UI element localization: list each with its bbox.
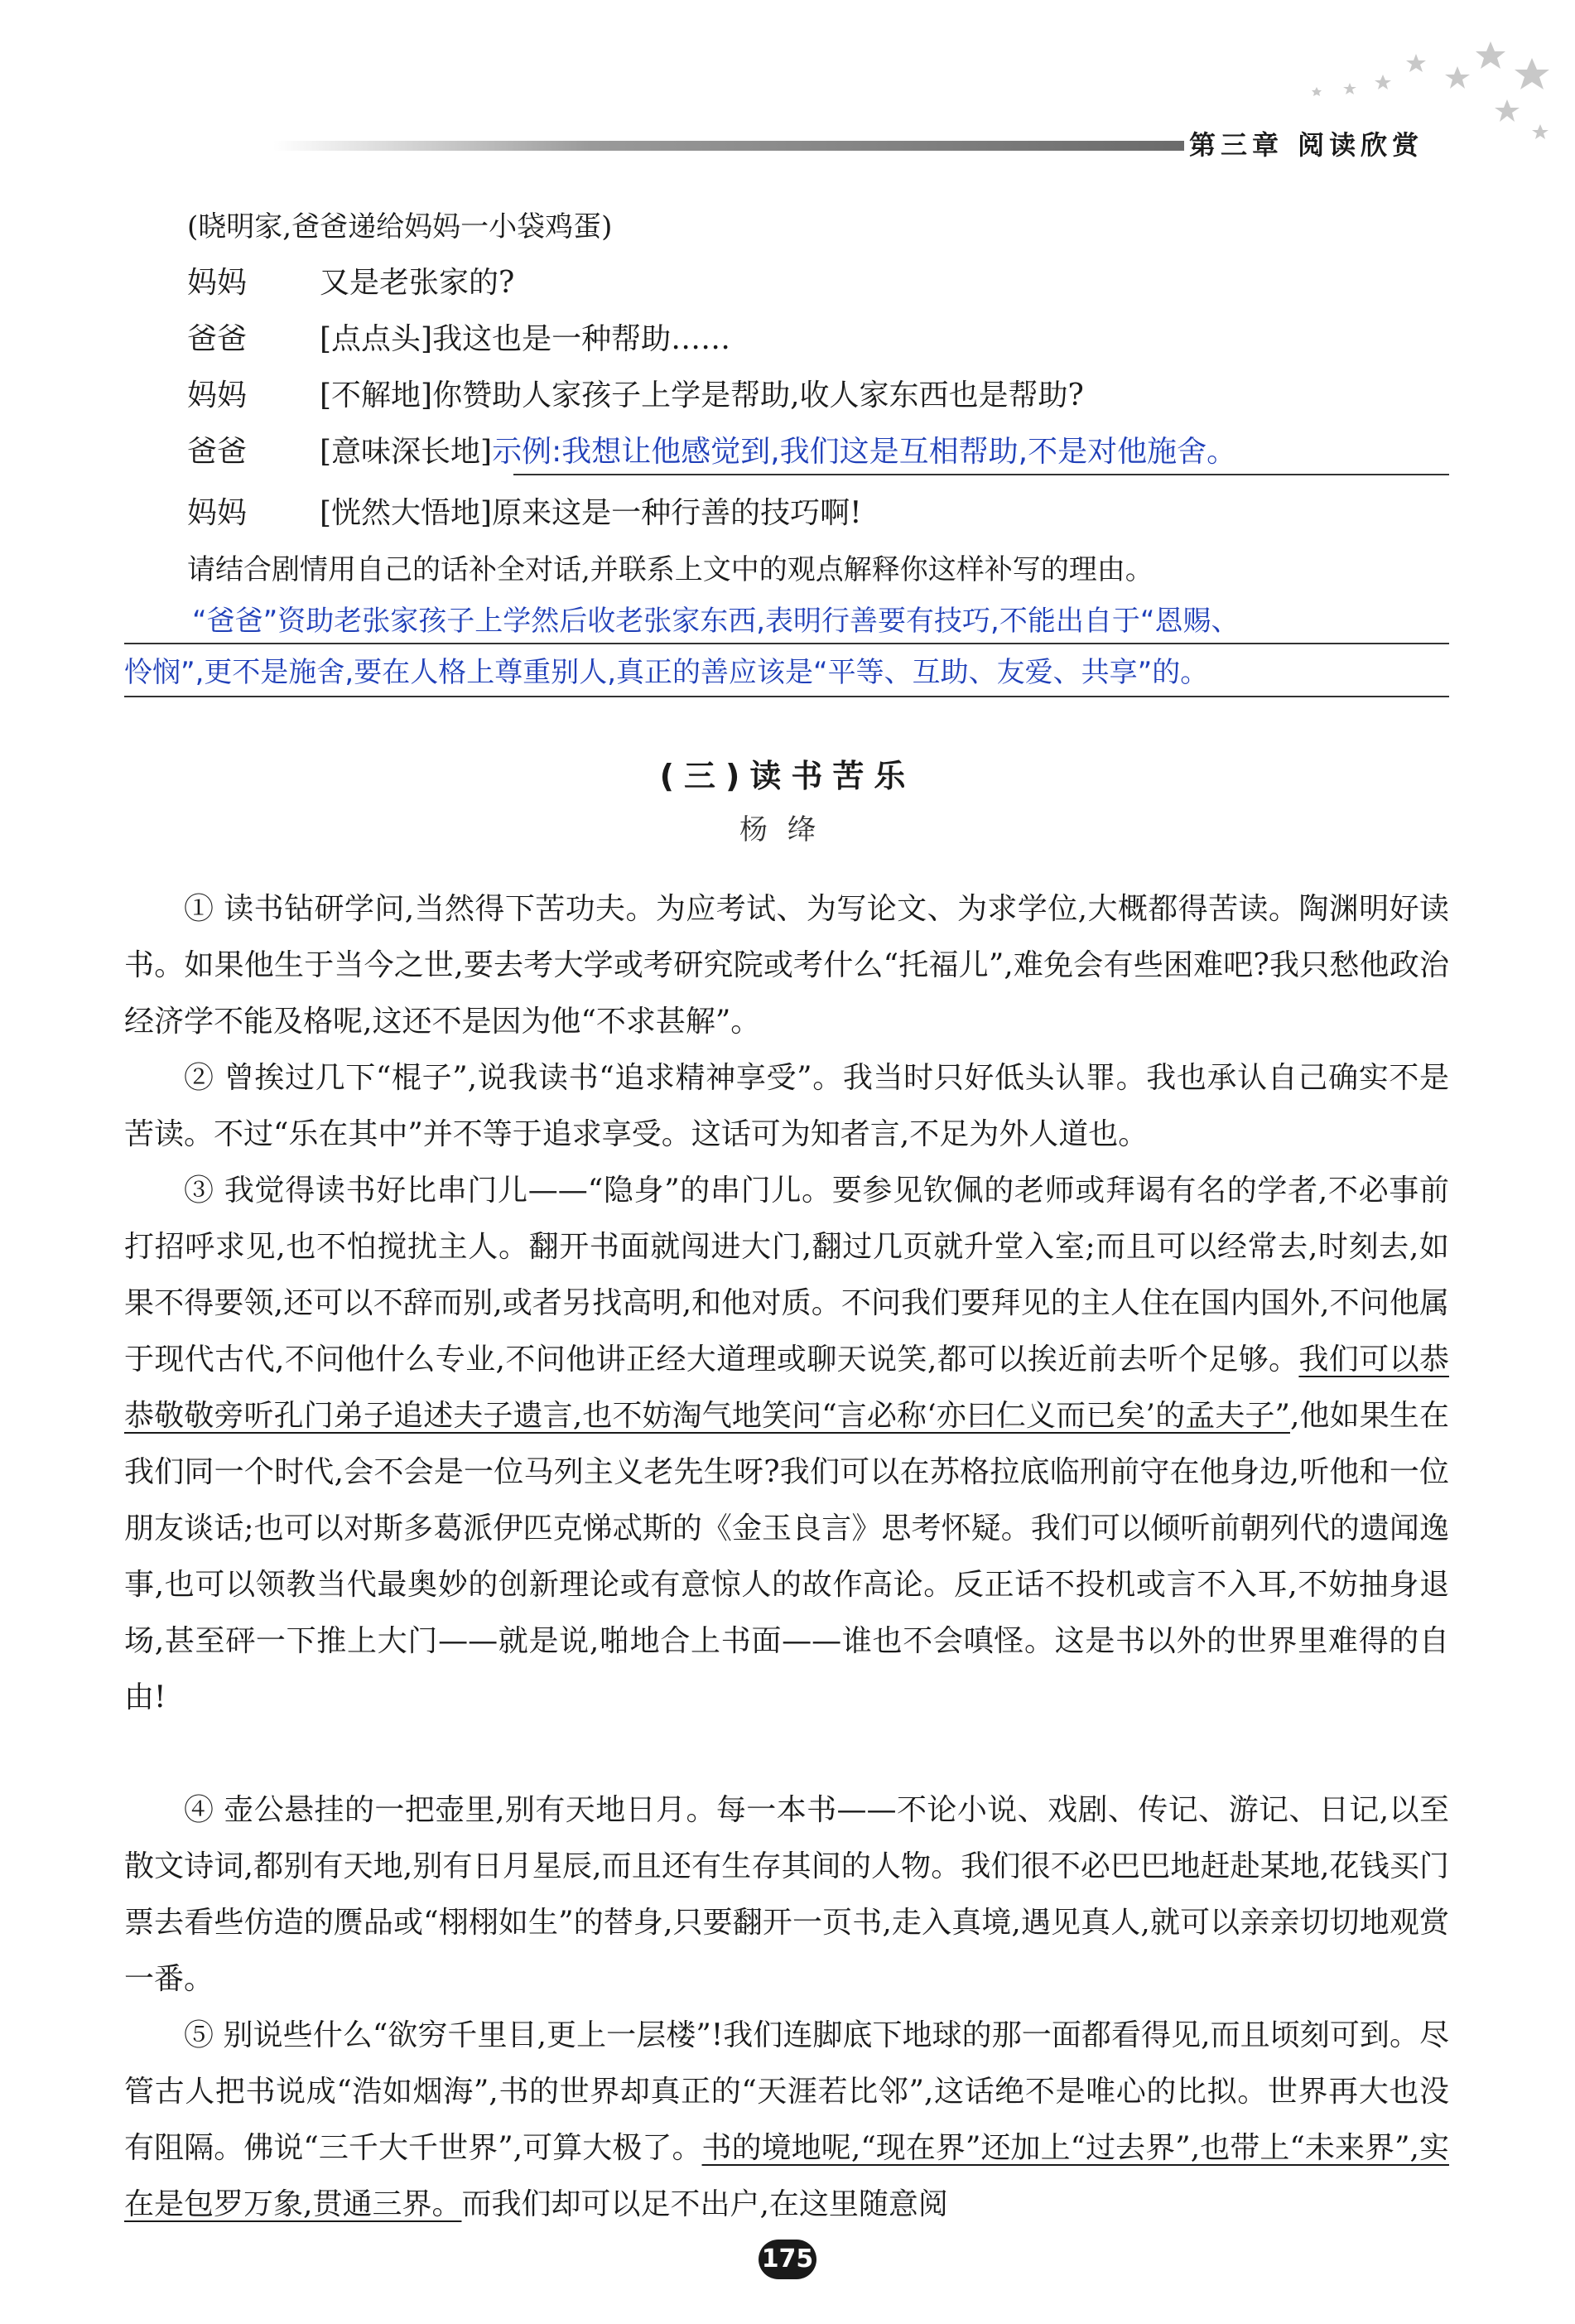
line-text: [不解地]你赞助人家孩子上学是帮助,收人家东西也是帮助? xyxy=(320,378,1084,412)
dialogue-line xyxy=(187,263,514,303)
paragraph-2: ② 曾挨过几下“棍子”,说我读书“追求精神享受”。我当时只好低头认罪。我也承认自己确实不是苦读。不过“乐在其中”并不等于追求享受。这话可为知者言,不足为外人道也。 xyxy=(124,1061,1449,1151)
paragraph-3-text-c: ,他如果生在我们同一个时代,会不会是一位马列主义老先生呀?我们可以在苏格拉底临刑前守在他身边,听他和一位朋友谈话;也可以对斯多葛派伊匹克悌忒斯的《金玉良言》思考怀疑。我们可以倾听前朝列代的遗闻逸事,也可以领教当代最奥妙的创新理论或有意惊人的故作高论。反正话不投机或言不入耳,不妨抽身退场,甚至砰一下推上大门——就是说,啪地合上书面——谁也不会嗔怪。这是书以外的世界里难得的自由! xyxy=(124,1399,1449,1714)
line-text: [意味深长地] xyxy=(320,435,493,469)
paragraph-5-text-a: ⑤ 别说些什么“欲穷千里目,更上一层楼”!我们连脚底下地球的那一面都看得见,而且顷刻可到。尽管古人把书说成“浩如烟海”,书的世界却真正的“天涯若比邻”,这话绝不是唯心的比拟。世界再大也没有阻隔。佛说“三千大千世界”,可算大极了。 xyxy=(124,2018,1449,2165)
dialogue-line xyxy=(187,494,862,533)
answer-line-1: “爸爸”资助老张家孩子上学然后收老张家东西,表明行善要有技巧,不能出自于“恩赐、 xyxy=(192,605,1240,638)
speaker: 爸爸 xyxy=(187,435,248,469)
article-author: 杨绛 xyxy=(739,813,836,846)
underlined-passage: 书的境地呢,“现在界”还加上“过去界”,也带上“未来界”,实在是包罗万象,贯通三界。 xyxy=(124,2131,1449,2221)
dialogue-line xyxy=(187,376,1084,416)
paragraph-5-text-c: 而我们却可以足不出户,在这里随意阅 xyxy=(461,2187,948,2221)
speaker: 爸爸 xyxy=(187,322,248,356)
paragraph-4: ④ 壶公悬挂的一把壶里,别有天地日月。每一本书——不论小说、戏剧、传记、游记、日记,以至散文诗词,都别有天地,别有日月星辰,而且还有生存其间的人物。我们很不必巴巴地赶赴某地,花钱买门票去看些仿造的赝品或“栩栩如生”的替身,只要翻开一页书,走入真境,遇见真人,就可以亲亲切切地观赏一番。 xyxy=(124,1793,1449,1996)
dialogue-line xyxy=(187,320,730,359)
header-rule xyxy=(273,141,1184,151)
speaker: 妈妈 xyxy=(187,378,248,412)
page-number: 175 xyxy=(759,2240,816,2279)
paragraph-3-text-a: ③ 我觉得读书好比串门儿——“隐身”的串门儿。要参见钦佩的老师或拜谒有名的学者,不必事前打招呼求见,也不怕搅扰主人。翻开书面就闯进大门,翻过几页就升堂入室;而且可以经常去,时刻去,如果不得要领,还可以不辞而别,或者另找高明,和他对质。不问我们要拜见的主人住在国内国外,不问他属于现代古代,不问他什么专业,不问他讲正经大道理或聊天说笑,都可以挨近前去听个足够。 xyxy=(124,1174,1449,1377)
handwritten-answer: 示例:我想让他感觉到,我们这是互相帮助,不是对他施舍。 xyxy=(492,435,1237,469)
answer-line-2: 怜悯”,更不是施舍,要在人格上尊重别人,真正的善应该是“平等、互助、友爱、共享”的。 xyxy=(124,656,1209,689)
paragraph-5 xyxy=(124,2008,1449,2233)
answer-underline xyxy=(513,474,1449,475)
line-text: 又是老张家的? xyxy=(320,266,515,300)
paragraph-3 xyxy=(124,1163,1449,1726)
line-text: [恍然大悟地]原来这是一种行善的技巧啊! xyxy=(320,496,862,530)
paragraph-1: ① 读书钻研学问,当然得下苦功夫。为应考试、为写论文、为求学位,大概都得苦读。陶渊明好读书。如果他生于当今之世,要去考大学或考研究院或考什么“托福儿”,难免会有些困难吧?我只愁他政治经济学不能及格呢,这还不是因为他“不求甚解”。 xyxy=(124,892,1449,1039)
dialogue-line xyxy=(187,432,1236,472)
answer-rule-1 xyxy=(124,643,1449,644)
answer-rule-2 xyxy=(124,696,1449,697)
question-text: 请结合剧情用自己的话补全对话,并联系上文中的观点解释你这样补写的理由。 xyxy=(187,553,1154,586)
line-text: [点点头]我这也是一种帮助…… xyxy=(320,322,731,356)
speaker: 妈妈 xyxy=(187,266,248,300)
speaker: 妈妈 xyxy=(187,496,248,530)
article-title: (三)读书苦乐 xyxy=(659,758,916,794)
stage-direction: (晓明家,爸爸递给妈妈一小袋鸡蛋) xyxy=(187,210,613,243)
chapter-title: 第三章 阅读欣赏 xyxy=(1189,129,1424,161)
underlined-passage: 我们可以恭恭敬敬旁听孔门弟子追述夫子遗言,也不妨淘气地笑问“言必称‘亦曰仁义而已矣’的孟夫子” xyxy=(124,1343,1449,1433)
